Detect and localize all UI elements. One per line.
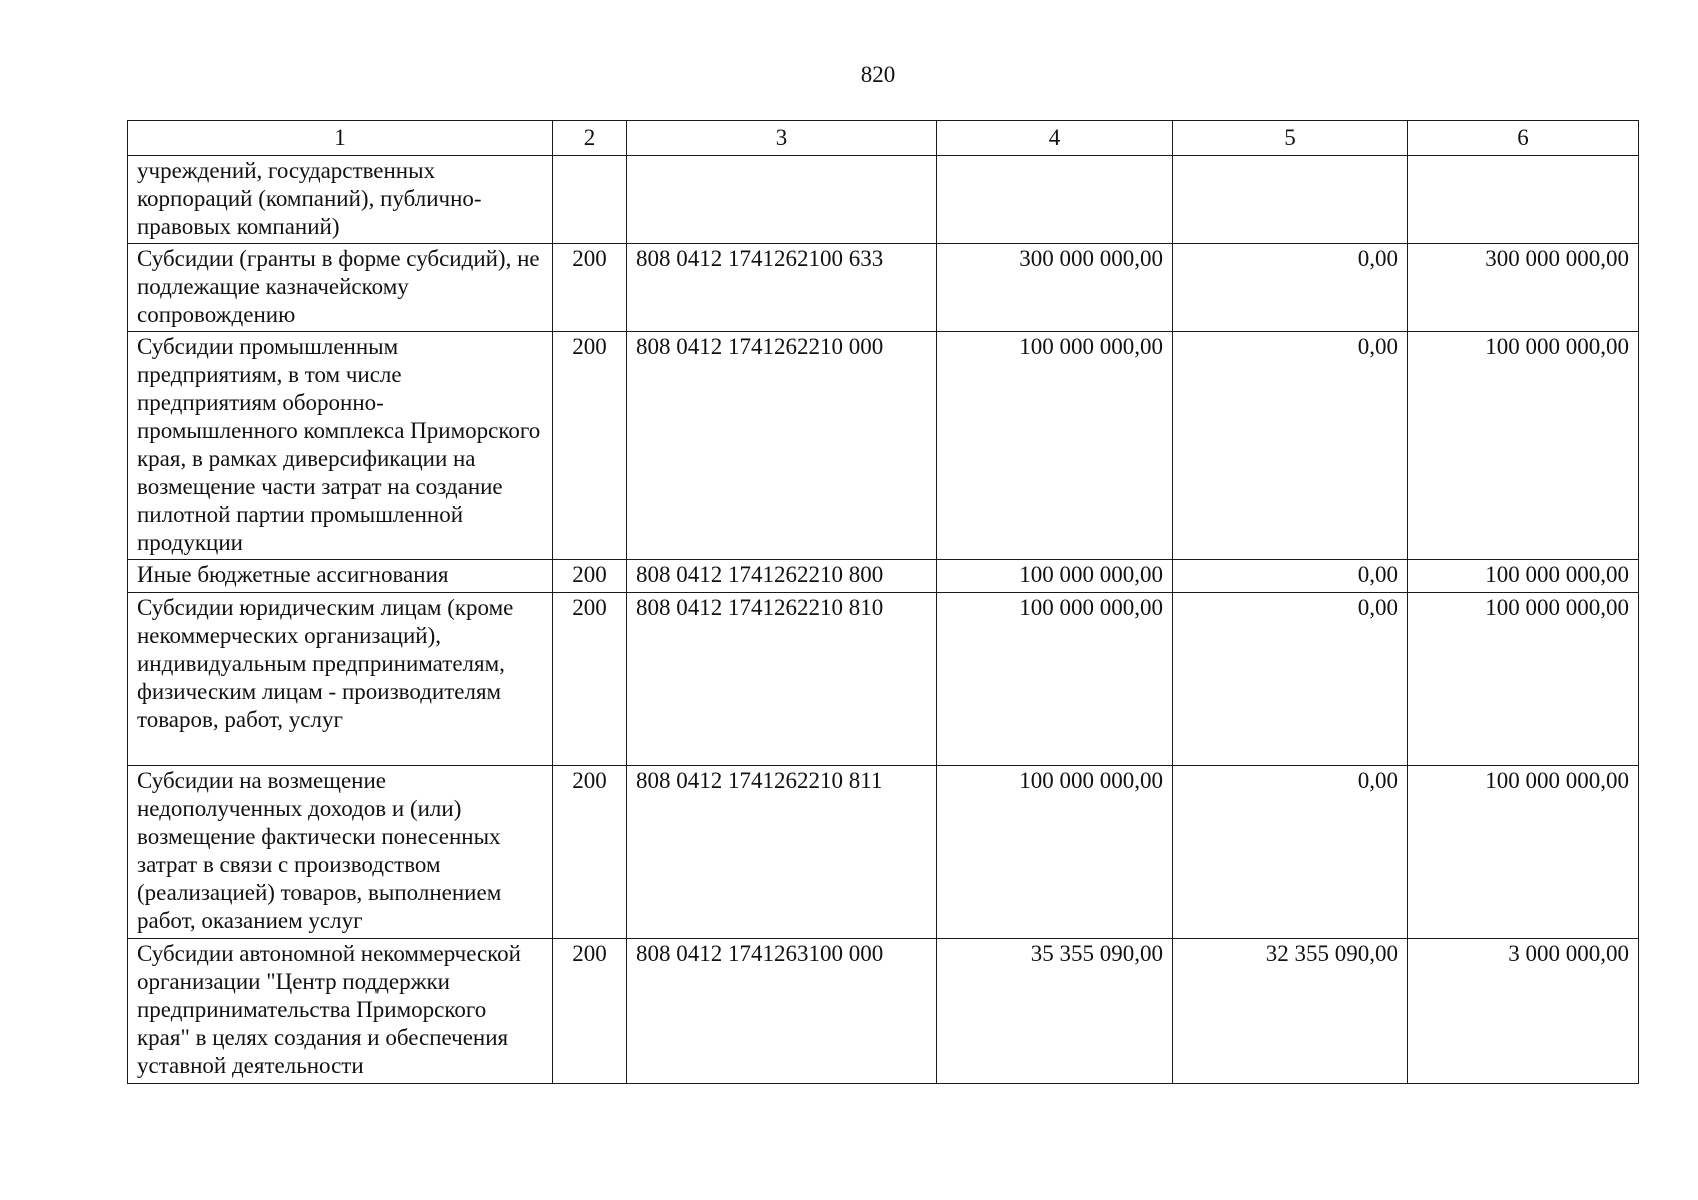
row-name: Субсидии промышленным предприятиям, в том числе предприятиям оборонно-промышленного комплекса Приморского края, в рамках диверсификации на возмещение части затрат на создание пилотной партии промышленной продукции [128, 332, 553, 560]
row-col5 [1173, 156, 1408, 244]
row-col4: 300 000 000,00 [937, 244, 1173, 332]
header-col-5: 5 [1173, 121, 1408, 156]
row-col4: 100 000 000,00 [937, 332, 1173, 560]
row-col2: 200 [553, 332, 627, 560]
row-col4: 100 000 000,00 [937, 593, 1173, 766]
table-row [128, 593, 1639, 766]
header-col-2: 2 [553, 121, 627, 156]
row-col6: 100 000 000,00 [1408, 560, 1639, 593]
row-col6: 100 000 000,00 [1408, 593, 1639, 766]
row-name: Субсидии на возмещение недополученных доходов и (или) возмещение фактически понесенных затрат в связи с производством (реализацией) товаров, выполнением работ, оказанием услуг [128, 766, 553, 939]
header-col-4: 4 [937, 121, 1173, 156]
row-name: учреждений, государственных корпораций (компаний), публично-правовых компаний) [128, 156, 553, 244]
row-col2: 200 [553, 560, 627, 593]
row-name: Субсидии (гранты в форме субсидий), не подлежащие казначейскому сопровождению [128, 244, 553, 332]
row-col4: 100 000 000,00 [937, 766, 1173, 939]
table-row [128, 244, 1639, 332]
header-col-6: 6 [1408, 121, 1639, 156]
row-col5: 32 355 090,00 [1173, 939, 1408, 1084]
row-col4: 35 355 090,00 [937, 939, 1173, 1084]
row-col5: 0,00 [1173, 244, 1408, 332]
page-number: 820 [860, 62, 896, 87]
row-col2: 200 [553, 244, 627, 332]
header-row [128, 121, 1639, 156]
row-col2: 200 [553, 939, 627, 1084]
row-col5: 0,00 [1173, 560, 1408, 593]
row-col6 [1408, 156, 1639, 244]
row-col2: 200 [553, 593, 627, 766]
table-row [128, 332, 1639, 560]
row-code: 808 0412 1741262210 810 [627, 593, 937, 766]
row-col2: 200 [553, 766, 627, 939]
header-col-3: 3 [627, 121, 937, 156]
table-row [128, 560, 1639, 593]
table-row [128, 939, 1639, 1084]
row-col4 [937, 156, 1173, 244]
row-name: Иные бюджетные ассигнования [128, 560, 553, 593]
row-code: 808 0412 1741262210 811 [627, 766, 937, 939]
row-col4: 100 000 000,00 [937, 560, 1173, 593]
row-code [627, 156, 937, 244]
row-code: 808 0412 1741262210 800 [627, 560, 937, 593]
budget-table [127, 120, 1639, 1084]
row-col6: 100 000 000,00 [1408, 332, 1639, 560]
row-col6: 300 000 000,00 [1408, 244, 1639, 332]
table-row [128, 156, 1639, 244]
row-col5: 0,00 [1173, 332, 1408, 560]
header-col-1: 1 [128, 121, 553, 156]
table-row [128, 766, 1639, 939]
row-col6: 100 000 000,00 [1408, 766, 1639, 939]
row-code: 808 0412 1741262100 633 [627, 244, 937, 332]
row-col5: 0,00 [1173, 766, 1408, 939]
row-col6: 3 000 000,00 [1408, 939, 1639, 1084]
row-name: Субсидии юридическим лицам (кроме некоммерческих организаций), индивидуальным предпринимателям, физическим лицам - производителям товаров, работ, услуг [128, 593, 553, 766]
row-col5: 0,00 [1173, 593, 1408, 766]
row-name: Субсидии автономной некоммерческой организации "Центр поддержки предпринимательства Приморского края" в целях создания и обеспечения уставной деятельности [128, 939, 553, 1084]
row-code: 808 0412 1741263100 000 [627, 939, 937, 1084]
row-col2 [553, 156, 627, 244]
row-code: 808 0412 1741262210 000 [627, 332, 937, 560]
